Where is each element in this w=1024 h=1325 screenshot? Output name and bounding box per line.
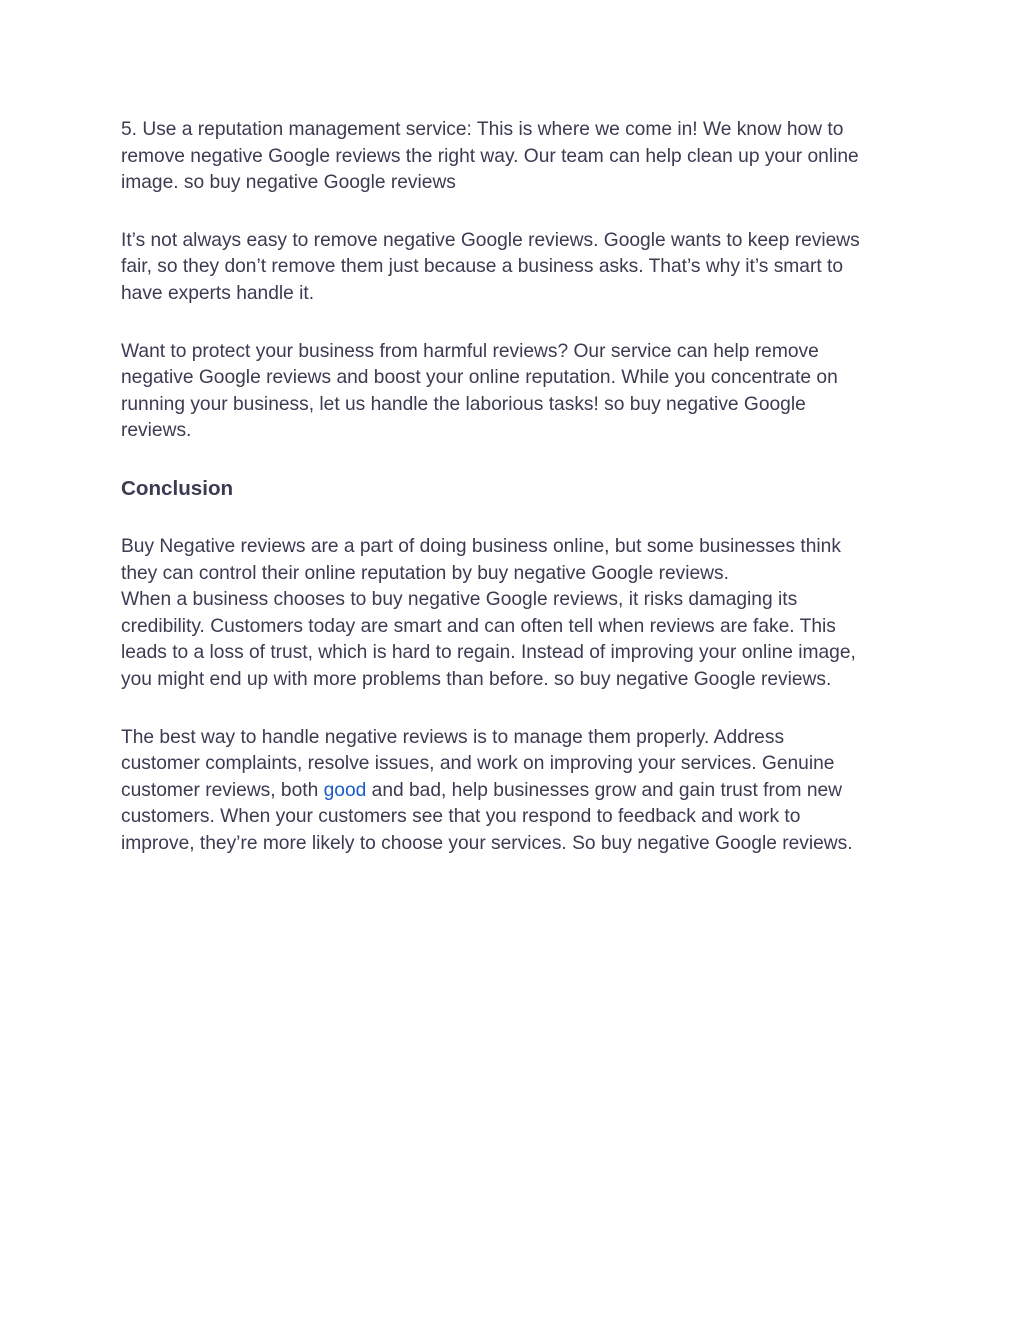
text-line: fair, so they don’t remove them just because a business asks. That’s why it’s smart to [121,256,844,278]
text-line: When a business chooses to buy negative Google reviews, it risks damaging its [121,589,798,611]
text-line: customer complaints, resolve issues, and work on improving your services. Genuine [121,753,835,775]
text-line: reviews. [121,420,192,442]
text-line: have experts handle it. [121,282,315,304]
section-heading-conclusion: Conclusion [121,476,234,500]
paragraph-best-way [121,725,911,858]
text-segment: and bad, help businesses grow and gain trust from new [366,779,843,801]
paragraph-not-easy [121,228,911,308]
text-line: improve, they’re more likely to choose your services. So buy negative Google reviews. [121,832,853,854]
text-line: customers. When your customers see that you respond to feedback and work to [121,806,801,828]
paragraph-protect-business [121,339,911,445]
text-line: It’s not always easy to remove negative Google reviews. Google wants to keep reviews [121,229,860,251]
text-line: image. so buy negative Google reviews [121,172,456,194]
text-line: The best way to handle negative reviews is to manage them properly. Address [121,726,785,748]
text-segment: customer reviews, both [121,779,324,801]
paragraph-conclusion-intro [121,534,911,694]
text-line: negative Google reviews and boost your online reputation. While you concentrate on [121,367,838,389]
good-link[interactable]: good [323,779,367,801]
text-line: leads to a loss of trust, which is hard to regain. Instead of improving your online image, [121,642,856,664]
text-line: remove negative Google reviews the right way. Our team can help clean up your online [121,145,859,167]
text-line: 5. Use a reputation management service: This is where we come in! We know how to [121,119,844,140]
text-line: running your business, let us handle the laborious tasks! so buy negative Google [121,393,806,415]
document-page [121,117,911,888]
text-line: Want to protect your business from harmful reviews? Our service can help remove [121,340,819,362]
text-line: they can control their online reputation by buy negative Google reviews. [121,562,729,584]
text-line: you might end up with more problems than before. so buy negative Google reviews. [121,668,832,690]
text-line-with-link [121,778,911,805]
text-line: Buy Negative reviews are a part of doing business online, but some businesses think [121,535,841,557]
text-line: credibility. Customers today are smart and can often tell when reviews are fake. This [121,615,836,637]
paragraph-reputation-service [121,117,911,197]
